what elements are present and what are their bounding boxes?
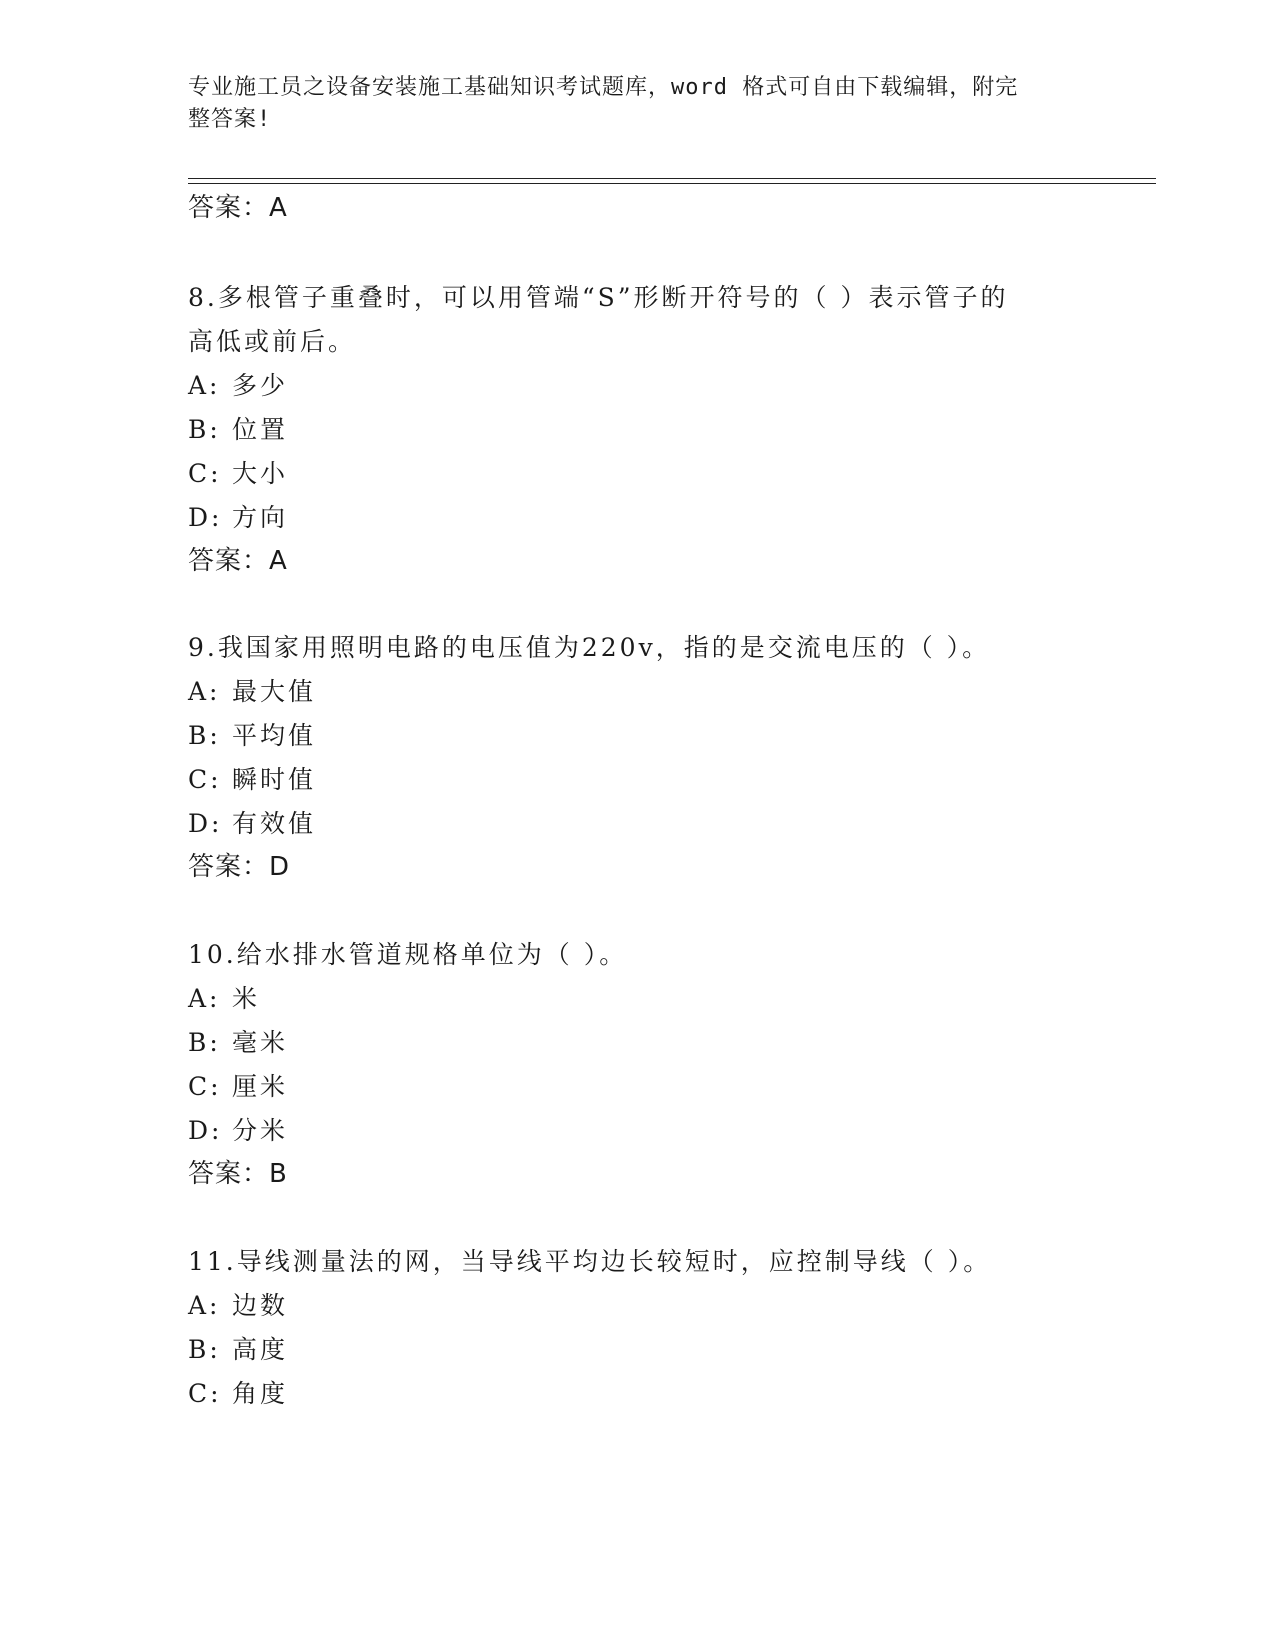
option-label: A: <box>188 984 221 1013</box>
option-text: 方向 <box>232 503 289 532</box>
option-label: C: <box>188 765 222 794</box>
option-label: B: <box>188 1028 221 1057</box>
question-9-stem: 9.我国家用照明电路的电压值为220v，指的是交流电压的（ ）。 <box>188 633 991 662</box>
question-8-option-c <box>188 459 288 489</box>
option-label: C: <box>188 459 222 488</box>
header-divider-top <box>188 178 1156 179</box>
question-9-answer: 答案：D <box>188 852 291 882</box>
document-header <box>188 72 1068 136</box>
question-8-option-d <box>188 503 288 533</box>
header-line-1: 专业施工员之设备安装施工基础知识考试题库，word 格式可自由下载编辑，附完 <box>188 75 1019 100</box>
option-text: 边数 <box>232 1291 289 1320</box>
option-text: 多少 <box>232 371 289 400</box>
question-11-stem: 11.导线测量法的网，当导线平均边长较短时，应控制导线（ ）。 <box>188 1247 992 1276</box>
question-9-option-a <box>188 677 316 707</box>
option-label: C: <box>188 1379 222 1408</box>
question-10-answer: 答案：B <box>188 1159 288 1189</box>
option-text: 厘米 <box>232 1072 289 1101</box>
option-text: 角度 <box>232 1379 289 1408</box>
option-label: B: <box>188 721 221 750</box>
option-text: 米 <box>232 984 261 1013</box>
previous-answer: 答案：A <box>188 193 288 223</box>
option-label: C: <box>188 1072 222 1101</box>
option-text: 最大值 <box>232 677 317 706</box>
question-9-option-c <box>188 765 316 795</box>
option-text: 高度 <box>232 1335 289 1364</box>
question-11-option-c <box>188 1379 288 1409</box>
question-8-stem-line-1: 8.多根管子重叠时，可以用管端“S”形断开符号的（ ）表示管子的 <box>188 283 1009 312</box>
option-label: D: <box>188 503 223 532</box>
question-11-option-a <box>188 1291 288 1321</box>
option-label: B: <box>188 415 221 444</box>
option-label: A: <box>188 677 221 706</box>
option-label: D: <box>188 809 223 838</box>
question-10-option-a <box>188 984 260 1014</box>
question-11-option-b <box>188 1335 288 1365</box>
option-text: 位置 <box>232 415 289 444</box>
option-label: A: <box>188 1291 221 1320</box>
question-10-stem: 10.给水排水管道规格单位为（ ）。 <box>188 940 628 969</box>
option-text: 毫米 <box>232 1028 289 1057</box>
option-label: A: <box>188 371 221 400</box>
option-text: 大小 <box>232 459 289 488</box>
question-8-option-a <box>188 371 288 401</box>
option-label: B: <box>188 1335 221 1364</box>
option-label: D: <box>188 1116 223 1145</box>
question-10-option-b <box>188 1028 288 1058</box>
question-8-stem-line-2: 高低或前后。 <box>188 327 357 356</box>
question-10-option-c <box>188 1072 288 1102</box>
question-10-option-d <box>188 1116 288 1146</box>
question-8-answer: 答案：A <box>188 546 288 576</box>
header-line-2: 整答案! <box>188 107 272 132</box>
option-text: 有效值 <box>232 809 317 838</box>
option-text: 瞬时值 <box>232 765 317 794</box>
question-9-option-b <box>188 721 316 751</box>
question-8-option-b <box>188 415 288 445</box>
question-9-option-d <box>188 809 316 839</box>
option-text: 平均值 <box>232 721 317 750</box>
header-divider-bottom <box>188 183 1156 184</box>
option-text: 分米 <box>232 1116 289 1145</box>
